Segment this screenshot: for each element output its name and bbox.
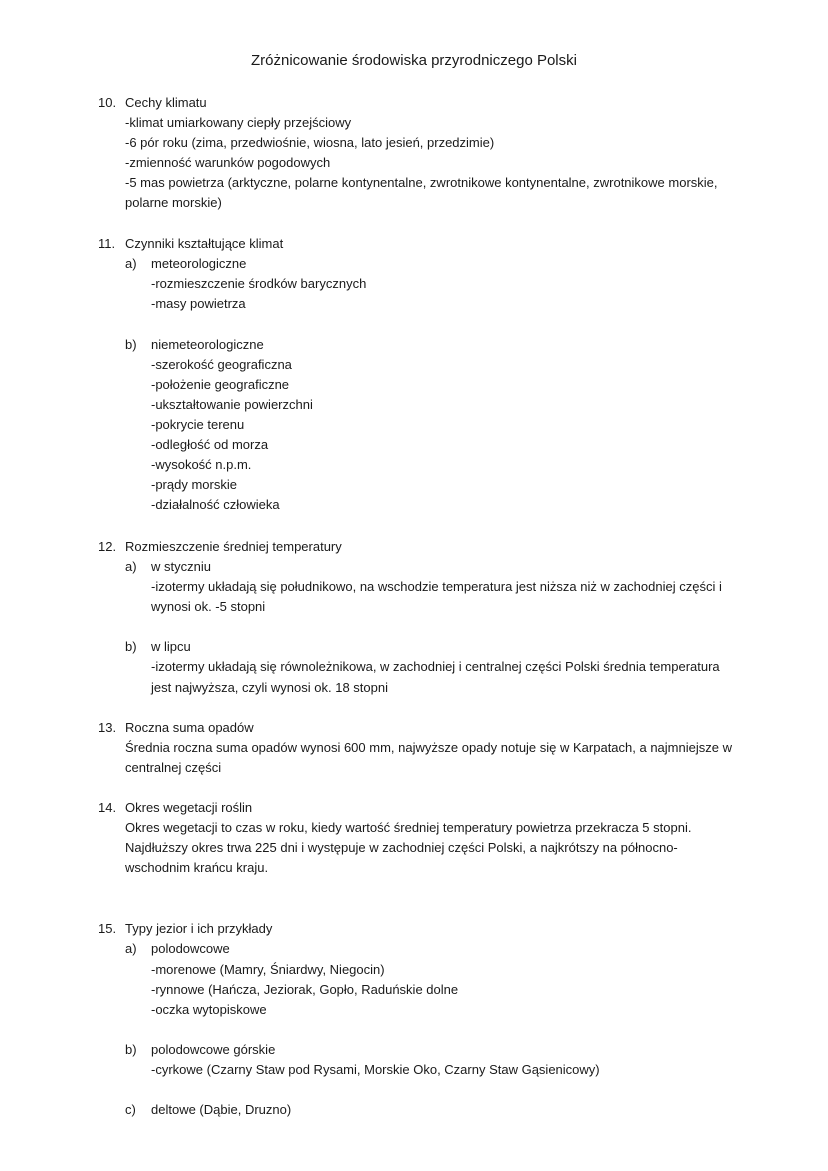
- list-item: -rynnowe (Hańcza, Jeziorak, Gopło, Raduńskie dolne: [151, 982, 459, 997]
- list-item: jest najwyższa, czyli wynosi ok. 18 stopni: [151, 680, 388, 695]
- subsection-title: meteorologiczne: [151, 256, 247, 271]
- list-item: -cyrkowe (Czarny Staw pod Rysami, Morskie Oko, Czarny Staw Gąsienicowy): [151, 1062, 600, 1077]
- subsection-label: c): [125, 1102, 136, 1117]
- list-item: -pokrycie terenu: [151, 417, 245, 432]
- section-14-number: 14.: [98, 800, 117, 815]
- list-item: -położenie geograficzne: [151, 377, 290, 392]
- list-item: -masy powietrza: [151, 296, 246, 311]
- subsection-label: b): [125, 337, 137, 352]
- list-item: -5 mas powietrza (arktyczne, polarne kontynentalne, zwrotnikowe kontynentalne, zwrotnikowe morskie,: [125, 175, 718, 190]
- list-item: -rozmieszczenie środków barycznych: [151, 276, 367, 291]
- list-item: -oczka wytopiskowe: [151, 1002, 267, 1017]
- section-15-number: 15.: [98, 921, 117, 936]
- section-12-number: 12.: [98, 539, 117, 554]
- section-14-heading: Okres wegetacji roślin: [125, 800, 253, 815]
- subsection-label: a): [125, 256, 137, 271]
- paragraph-line: Najdłuższy okres trwa 225 dni i występuje w zachodniej części Polski, a najkrótszy na północno-: [125, 840, 678, 855]
- list-item: -6 pór roku (zima, przedwiośnie, wiosna, lato jesień, przedzimie): [125, 135, 495, 150]
- subsection-label: b): [125, 1042, 137, 1057]
- section-15-heading: Typy jezior i ich przykłady: [125, 921, 273, 936]
- subsection-title: w lipcu: [151, 639, 191, 654]
- subsection-title: polodowcowe górskie: [151, 1042, 276, 1057]
- list-item: -klimat umiarkowany ciepły przejściowy: [125, 115, 352, 130]
- list-item: -izotermy układają się równoleżnikowa, w zachodniej i centralnej części Polski średnia temperatura: [151, 659, 720, 674]
- list-item: -szerokość geograficzna: [151, 357, 292, 372]
- list-item: polarne morskie): [125, 195, 222, 210]
- subsection-title: w styczniu: [151, 559, 211, 574]
- subsection-title: deltowe (Dąbie, Druzno): [151, 1102, 292, 1117]
- section-10-number: 10.: [98, 95, 117, 110]
- list-item: -izotermy układają się południkowo, na wschodzie temperatura jest niższa niż w zachodniej części i: [151, 579, 722, 594]
- list-item: -odległość od morza: [151, 437, 269, 452]
- page-title: Zróżnicowanie środowiska przyrodniczego Polski: [251, 52, 577, 69]
- list-item: -prądy morskie: [151, 477, 237, 492]
- list-item: -ukształtowanie powierzchni: [151, 397, 313, 412]
- paragraph-line: wschodnim krańcu kraju.: [125, 860, 269, 875]
- list-item: -działalność człowieka: [151, 497, 280, 512]
- subsection-label: b): [125, 639, 137, 654]
- paragraph-line: centralnej części: [125, 760, 222, 775]
- list-item: -zmienność warunków pogodowych: [125, 155, 331, 170]
- section-12-heading: Rozmieszczenie średniej temperatury: [125, 539, 342, 554]
- section-13-heading: Roczna suma opadów: [125, 720, 254, 735]
- section-11-number: 11.: [98, 236, 116, 251]
- paragraph-line: Okres wegetacji to czas w roku, kiedy wartość średniej temperatury powietrza przekracza 5 stopni.: [125, 820, 692, 835]
- subsection-title: polodowcowe: [151, 941, 230, 956]
- subsection-label: a): [125, 559, 137, 574]
- subsection-label: a): [125, 941, 137, 956]
- section-13-number: 13.: [98, 720, 117, 735]
- paragraph-line: Średnia roczna suma opadów wynosi 600 mm, najwyższe opady notuje się w Karpatach, a najmniejsze w: [125, 740, 732, 755]
- list-item: wynosi ok. -5 stopni: [151, 599, 266, 614]
- section-10-heading: Cechy klimatu: [125, 95, 207, 110]
- list-item: -morenowe (Mamry, Śniardwy, Niegocin): [151, 962, 385, 977]
- list-item: -wysokość n.p.m.: [151, 457, 252, 472]
- section-11-heading: Czynniki kształtujące klimat: [125, 236, 284, 251]
- subsection-title: niemeteorologiczne: [151, 337, 264, 352]
